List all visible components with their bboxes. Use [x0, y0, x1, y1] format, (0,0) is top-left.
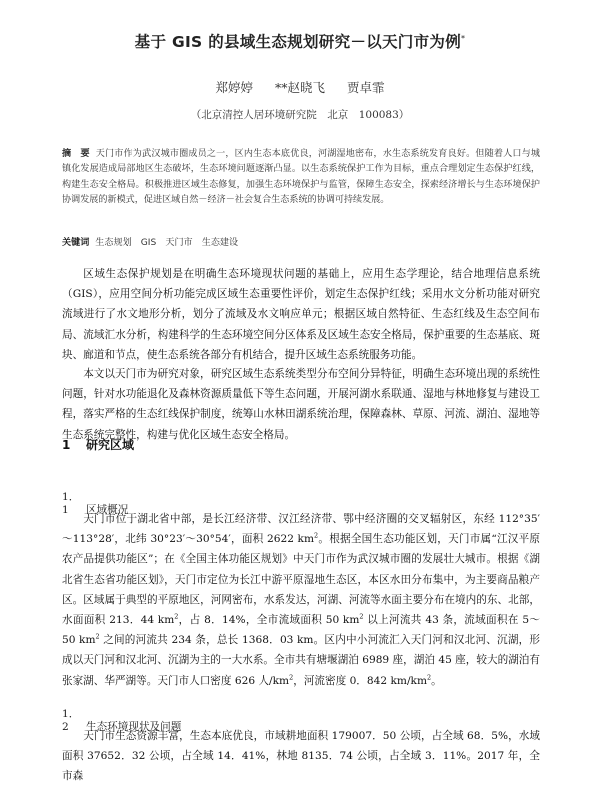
region-overview-paragraph — [62, 509, 540, 691]
keywords — [62, 235, 540, 248]
eco-status-text: 天门市生态资源丰富，生态本底优良，市域耕地面积 179007．50 公顷，占全域 68．5%，水域面积 37652．32 公顷，占全域 14．41%，林地 8135．74 公顷，占全域 3．11%。2017 年，全市森 — [62, 730, 540, 783]
paper-title — [0, 30, 600, 52]
author-list — [0, 78, 600, 96]
superscript-2: 2 — [427, 673, 432, 682]
section-1-title: 研究区域 — [86, 438, 135, 452]
author-1: 郑婷婷 — [215, 80, 253, 95]
section-heading-1 — [62, 436, 134, 453]
abstract-label: 摘 要 — [62, 149, 90, 159]
overview-text-part-f: ，河流密度 0．842 km/km — [293, 674, 427, 687]
eco-status-paragraph — [62, 726, 540, 787]
overview-text-part-d: 以上河流共 43 条，流域面积在 5～50 km — [62, 614, 540, 647]
superscript-2: 2 — [359, 612, 364, 621]
intro-paragraph-1-text: 区域生态保护规划是在明确生态环境现状问题的基础上，应用生态学理论，结合地理信息系统（GIS），应用空间分析功能完成区域生态重要性评价，划定生态保护红线；采用水文分析功能对研究流域进行了水文地形分析，划分了流域及水文响应单元；根据区域自然特征、生态红线及生态空间布局、流域汇水分析，构建科学的生态环境空间分区体系及区域生态安全格局，保护重要的生态基底、斑块、廊道和节点，使生态系统各部分有机结合，提升区域生态系统服务功能。 — [62, 268, 540, 361]
abstract — [62, 147, 540, 209]
affiliation: （北京清控人居环境研究院 北京 100083） — [190, 109, 410, 121]
author-3: 贾卓霏 — [346, 80, 385, 95]
author-2: **赵晓飞 — [274, 80, 325, 95]
superscript-2: 2 — [314, 531, 319, 540]
overview-text-part-b: 。根据全国生态功能区划，天门市属“江汉平原农产品提供功能区”；在《全国主体功能区规划》中天门市作为武汉城市圈的发展壮大城市。根据《湖北省生态省功能区划》，天门市定位为长江中游平原湿地生态区，本区水田分布集中，为主要商品粮产区。区域属于典型的平原地区，河网密布，水系发达，河湖、河流等水面主要分布在境内的东、北部，水面面积 213．44 km — [62, 533, 540, 627]
paper-title-text: 基于 GIS 的县域生态规划研究－以天门市为例 — [134, 33, 462, 51]
keywords-label: 关键词 — [62, 238, 90, 248]
overview-text-part-a: 天门市位于湖北省中部，是长江经济带、汉江经济带、鄂中经济圈的交叉辐射区，东经 112°35′～113°28′，北纬 30°23′～30°54′，面积 2622 km — [62, 513, 540, 546]
superscript-2: 2 — [95, 632, 100, 641]
subsection-1-1-number: 1．1 — [62, 491, 80, 516]
subsection-1-2-title: 生态环境现状及问题 — [86, 721, 182, 733]
keywords-text: 生态规划 GIS 天门市 生态建设 — [95, 238, 239, 248]
intro-paragraph-1 — [62, 264, 540, 365]
overview-text-part-g: 。 — [431, 674, 442, 687]
abstract-text: 天门市作为武汉城市圈成员之一，区内生态本底优良，河湖湿地密布，水生态系统发育良好。但随着人口与城镇化发展造成局部地区生态破坏，生态环境问题逐渐凸显。以生态系统保护工作为目标，重点合理划定生态保护红线，构建生态安全格局。积极推进区域生态修复，加强生态环境保护与监管，保障生态安全，探索经济增长与生态环境保护协调发展的新模式，促进区域自然－经济－社会复合生态系统的协调可持续发展。 — [62, 149, 540, 206]
region-overview-text — [62, 509, 540, 691]
subsection-1-1-title: 区域概况 — [86, 504, 129, 516]
overview-text-part-e: 之间的河流共 234 条，总长 1368．03 km。区内中小河流汇入天门河和汉北河、沉湖，形成以天门河和汉北河、沉湖为主的一大水系。全市共有塘堰湖泊 6989 座，湖泊 45 座，较大的湖泊有张家湖、华严湖等。天门市人口密度 626 人/km — [62, 634, 540, 687]
intro-paragraph-2-text: 本文以天门市为研究对象，研究区域生态系统类型分布空间分异特征，明确生态环境出现的系统性问题，针对水功能退化及森林资源质量低下等生态问题，开展河湖水系联通、湿地与林地修复与建设工程，落实严格的生态红线保护制度，统筹山水林田湖系统治理，保障森林、草原、河流、湖泊、湿地等生态系统完整性，构建与优化区域生态安全格局。 — [62, 368, 540, 441]
superscript-2: 2 — [174, 612, 179, 621]
overview-text-part-c: ，占 8．14%，全市流域面积 50 km — [178, 614, 360, 627]
title-footnote-mark: * — [461, 33, 466, 43]
section-1-number: 1 — [62, 438, 71, 452]
subsection-1-2-number: 1．2 — [62, 708, 80, 733]
intro-paragraph-2 — [62, 364, 540, 445]
superscript-2: 2 — [289, 673, 294, 682]
